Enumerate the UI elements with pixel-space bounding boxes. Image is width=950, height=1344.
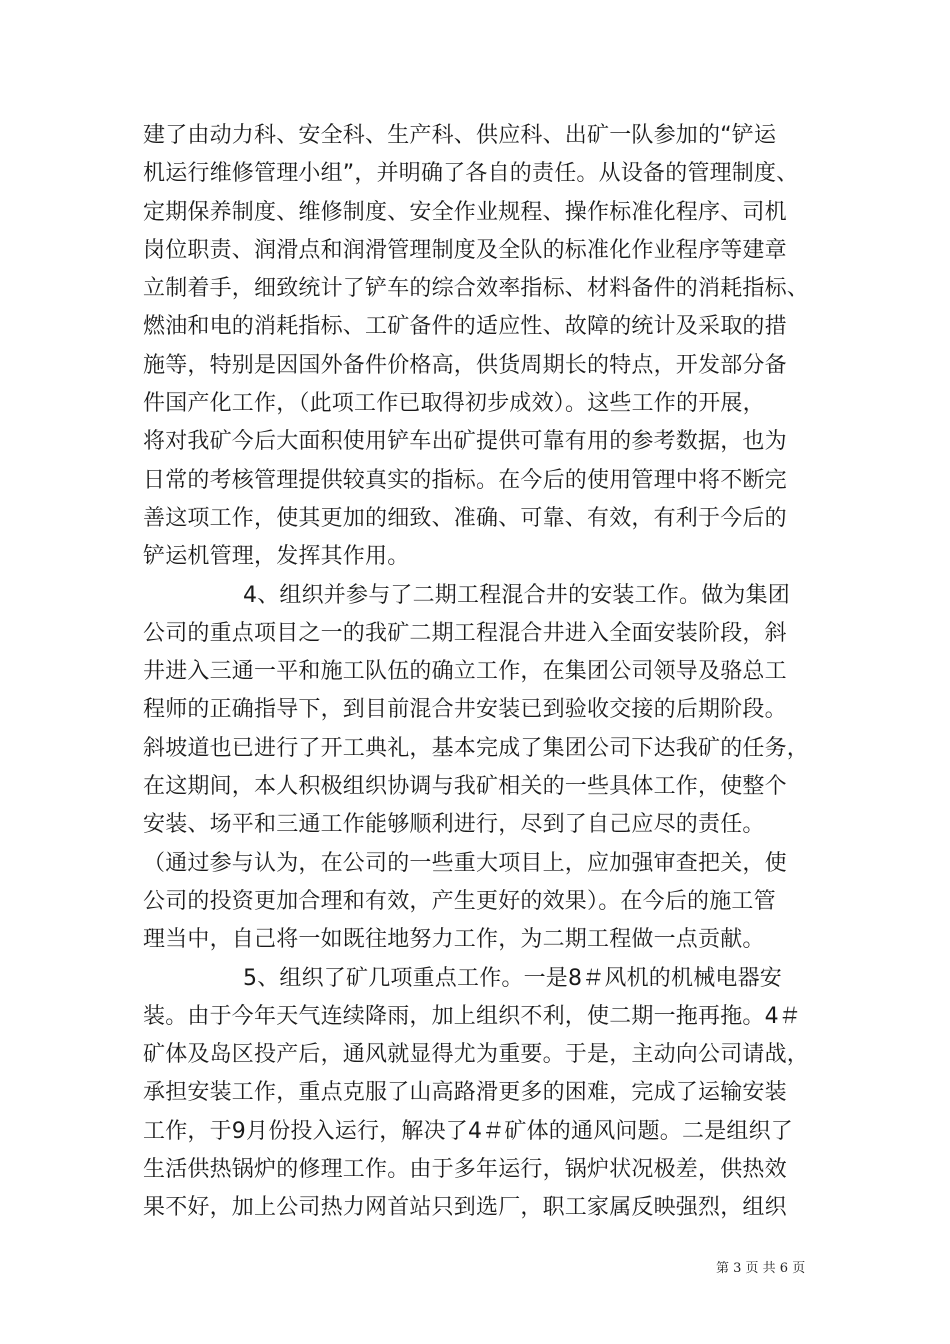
text-line: 铲运机管理，发挥其作用。 (143, 544, 410, 570)
text-line: 件国产化工作，（此项工作已取得初步成效）。这些工作的开展， (143, 391, 765, 417)
text-line: 在这期间，本人积极组织协调与我矿相关的一些具体工作，使整个 (143, 774, 787, 800)
text-line: 安装、场平和三通工作能够顺利进行，尽到了自己应尽的责任。 (143, 812, 765, 838)
text-line: 公司的重点项目之一的我矿二期工程混合井进入全面安装阶段，斜 (143, 620, 787, 646)
text-line: 4、组织并参与了二期工程混合井的安装工作。做为集团 (243, 582, 790, 608)
paragraph (143, 960, 823, 1228)
text-line: 斜坡道也已进行了开工典礼，基本完成了集团公司下达我矿的任务， (143, 735, 810, 761)
paragraph (143, 117, 823, 577)
text-line: 机运行维修管理小组”，并明确了各自的责任。从设备的管理制度、 (143, 161, 799, 187)
text-line: 公司的投资更加合理和有效，产生更好的效果）。在今后的施工管 (143, 888, 776, 914)
text-line: 装。由于今年天气连续降雨，加上组织不利，使二期一拖再拖。4＃ (143, 1003, 801, 1029)
text-line: 施等，特别是因国外备件价格高，供货周期长的特点，开发部分备 (143, 352, 787, 378)
text-line: 理当中，自己将一如既往地努力工作，为二期工程做一点贡献。 (143, 927, 765, 953)
page-number-footer: 第 3 页 共 6 页 (716, 1261, 806, 1276)
text-line: 燃油和电的消耗指标、工矿备件的适应性、故障的统计及采取的措 (143, 314, 787, 340)
text-line: 生活供热锅炉的修理工作。由于多年运行，锅炉状况极差，供热效 (143, 1157, 787, 1183)
text-line: （通过参与认为，在公司的一些重大项目上，应加强审查把关，使 (143, 850, 787, 876)
text-line: 日常的考核管理提供较真实的指标。在今后的使用管理中将不断完 (143, 467, 787, 493)
text-line: 工作，于9月份投入运行，解决了4＃矿体的通风问题。二是组织了 (143, 1118, 793, 1144)
text-line: 5、组织了矿几项重点工作。一是8＃风机的机械电器安 (243, 965, 782, 991)
text-line: 井进入三通一平和施工队伍的确立工作，在集团公司领导及骆总工 (143, 659, 787, 685)
text-line: 矿体及岛区投产后，通风就显得尤为重要。于是，主动向公司请战， (143, 1042, 810, 1068)
text-line: 立制着手，细致统计了铲车的综合效率指标、材料备件的消耗指标、 (143, 276, 810, 302)
text-line: 岗位职责、润滑点和润滑管理制度及全队的标准化作业程序等建章 (143, 237, 787, 263)
paragraph (143, 577, 823, 960)
text-line: 程师的正确指导下，到目前混合井安装已到验收交接的后期阶段。 (143, 697, 787, 723)
text-line: 建了由动力科、安全科、生产科、供应科、出矿一队参加的“铲运 (143, 123, 777, 148)
text-line: 善这项工作，使其更加的细致、准确、可靠、有效，有利于今后的 (143, 505, 787, 531)
body-text (143, 117, 823, 1228)
text-line: 定期保养制度、维修制度、安全作业规程、操作标准化程序、司机 (143, 199, 787, 225)
text-line: 将对我矿今后大面积使用铲车出矿提供可靠有用的参考数据，也为 (143, 429, 787, 455)
text-line: 果不好，加上公司热力网首站只到选厂，职工家属反映强烈，组织 (143, 1195, 787, 1221)
text-line: 承担安装工作，重点克服了山高路滑更多的困难，完成了运输安装 (143, 1080, 787, 1106)
